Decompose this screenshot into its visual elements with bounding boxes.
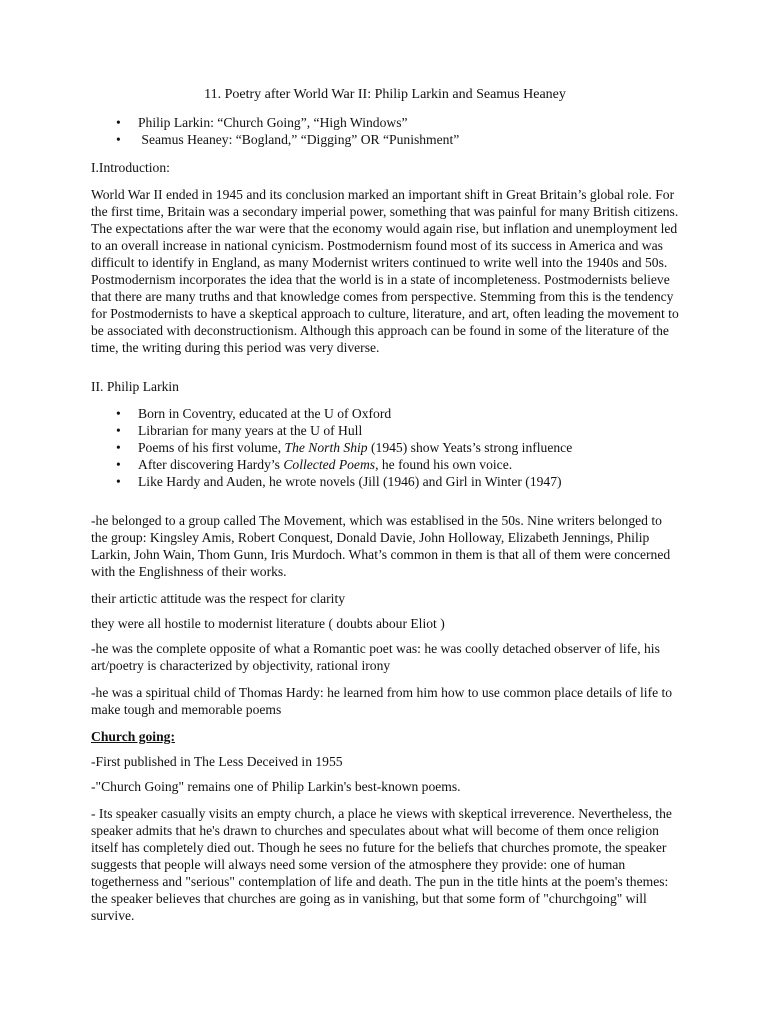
bullet-icon: • — [116, 115, 121, 130]
book-title: The North Ship — [284, 440, 368, 455]
list-item: • Poems of his first volume, The North Ship (1945) show Yeats’s strong influence — [116, 440, 573, 455]
hostile-line: they were all hostile to modernist literature ( doubts abour Eliot ) — [91, 616, 445, 631]
book-title: Collected Poems — [283, 457, 376, 472]
poems-bullet-list — [91, 114, 681, 148]
list-item: • Librarian for many years at the U of Hull — [116, 423, 363, 438]
intro-paragraph: World War II ended in 1945 and its conclusion marked an important shift in Great Britain’s global role. For the first time, Britain was a secondary imperial power, something that was painful for many British citizens. The expectations after the war were that the economy would again rise, but inflation and unemployment led to an overall increase in national cynicism. Postmodernism found most of its success in America and was difficult to identify in England, as many Modernist writers continued to write well into the 1940s and 50s. Postmodernism incorporates the idea that the world is in a state of incompleteness. Postmodernists believe that there are many truths and that knowledge comes from perspective. Stemming from this is the tendency for Postmodernists to have a skeptical approach to culture, literature, and art, often leading the movement to be associated with deconstructionism. Although this approach can be found in some of the literature of the time, the writing during this period was very diverse. — [91, 187, 679, 355]
church-known-line: -"Church Going" remains one of Philip Larkin's best-known poems. — [91, 779, 461, 794]
bullet-icon: • — [116, 423, 121, 438]
bullet-icon: • — [116, 132, 121, 147]
intro-heading: I.Introduction: — [91, 160, 170, 175]
hardy-paragraph: -he was a spiritual child of Thomas Hardy: he learned from him how to use common place details of life to make tough and memorable poems — [91, 685, 673, 717]
church-published-line: -First published in The Less Deceived in 1955 — [91, 754, 343, 769]
church-paragraph: - Its speaker casually visits an empty church, a place he views with skeptical irreverence. Nevertheless, the speaker admits that he's drawn to churches and speculates about what will become of them once religion itself has completely died out. Though he sees no future for the beliefs that churches promote, the speaker suggests that people will always need some version of the atmosphere they provide: one of human togetherness and "serious" contemplation of life and death. The pun in the title hints at the poem's themes: the speaker believes that churches are going as in vanishing, but that some form of "churchgoing" will survive. — [91, 806, 672, 923]
church-going-heading: Church going: — [91, 729, 175, 744]
list-item: • Philip Larkin: “Church Going”, “High Windows” — [116, 115, 408, 130]
bullet-icon: • — [116, 457, 121, 472]
larkin-heading: II. Philip Larkin — [91, 379, 179, 394]
clarity-line: their artictic attitude was the respect for clarity — [91, 591, 346, 606]
bullet-icon: • — [116, 474, 121, 489]
bullet-icon: • — [116, 406, 121, 421]
list-item: • Seamus Heaney: “Bogland,” “Digging” OR “Punishment” — [116, 132, 460, 147]
larkin-bullet-list — [91, 405, 681, 490]
bullet-icon: • — [116, 440, 121, 455]
list-item: • Born in Coventry, educated at the U of Oxford — [116, 406, 392, 421]
list-item: • After discovering Hardy’s Collected Poems, he found his own voice. — [116, 457, 513, 472]
romantic-paragraph: -he was the complete opposite of what a Romantic poet was: he was coolly detached observer of life, his art/poetry is characterized by objectivity, rational irony — [91, 641, 660, 673]
document-title: 11. Poetry after World War II: Philip Larkin and Seamus Heaney — [204, 87, 566, 102]
list-item: • Like Hardy and Auden, he wrote novels (Jill (1946) and Girl in Winter (1947) — [116, 474, 562, 489]
movement-paragraph: -he belonged to a group called The Movement, which was establised in the 50s. Nine writers belonged to the group: Kingsley Amis, Robert Conquest, Donald Davie, John Holloway, Elizabeth Jennings, Philip Larkin, John Wain, Thom Gunn, Iris Murdoch. What’s common in them is that all of them were concerned with the Englishness of their works. — [91, 513, 671, 579]
